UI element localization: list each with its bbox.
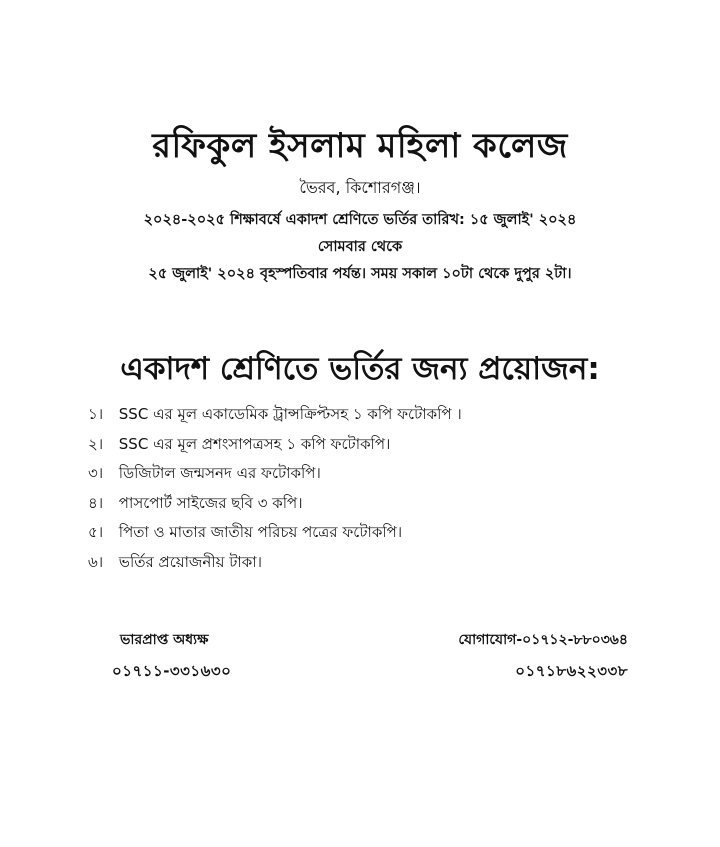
requirement-item [88, 460, 462, 490]
requirements-list [88, 401, 462, 578]
requirement-text: SSC এর মূল একাডেমিক ট্রান্সক্রিপ্টসহ ১ কপি ফটোকপি । [118, 405, 462, 423]
requirement-number: ৫। [88, 523, 104, 541]
requirement-item [88, 401, 462, 431]
requirements-heading: একাদশ শ্রেণিতে ভর্তির জন্য প্রয়োজন: [120, 351, 600, 387]
principal-phone: ০১৭১১-৩৩১৬৩০ [112, 662, 232, 680]
requirement-text: ডিজিটাল জন্মসনদ এর ফটোকপি। [118, 464, 321, 482]
requirement-number: ৬। [88, 552, 104, 571]
contact-phone-secondary: ০১৭১৮৬২২৩৩৮ [515, 662, 628, 680]
requirement-text: ভর্তির প্রয়োজনীয় টাকা। [118, 552, 262, 571]
requirement-item [88, 549, 462, 579]
requirement-text: পিতা ও মাতার জাতীয় পরিচয় পত্রের ফটোকপি। [118, 523, 403, 541]
principal-title: ভারপ্রাপ্ত অধ্যক্ষ [120, 632, 209, 648]
contact-label-phone: যোগাযোগ-০১৭১২-৮৮০৩৬৪ [458, 632, 628, 648]
admission-notice-line-1: ২০২৪-২০২৫ শিক্ষাবর্ষে একাদশ শ্রেণিতে ভর্তির তারিখ: ১৫ জুলাই' ২০২৪ [143, 212, 577, 228]
requirement-number: ৩। [88, 464, 104, 482]
requirement-item [88, 519, 462, 549]
requirement-item [88, 431, 462, 461]
admission-notice-line-2: সোমবার থেকে [317, 239, 403, 255]
admission-notice-line-3: ২৫ জুলাই' ২০২৪ বৃহস্পতিবার পর্যন্ত। সময় সকাল ১০টা থেকে দুপুর ২টা। [148, 266, 572, 282]
requirement-number: ১। [88, 405, 104, 423]
college-name: রফিকুল ইসলাম মহিলা কলেজ [152, 126, 568, 166]
requirement-item [88, 490, 462, 520]
requirement-number: ২। [88, 434, 104, 453]
college-location: ভৈরব, কিশোরগঞ্জ। [299, 178, 421, 197]
requirement-text: পাসপোর্ট সাইজের ছবি ৩ কপি। [118, 493, 303, 512]
requirement-text: SSC এর মূল প্রশংসাপত্রসহ ১ কপি ফটোকপি। [118, 434, 391, 453]
requirement-number: ৪। [88, 493, 104, 512]
